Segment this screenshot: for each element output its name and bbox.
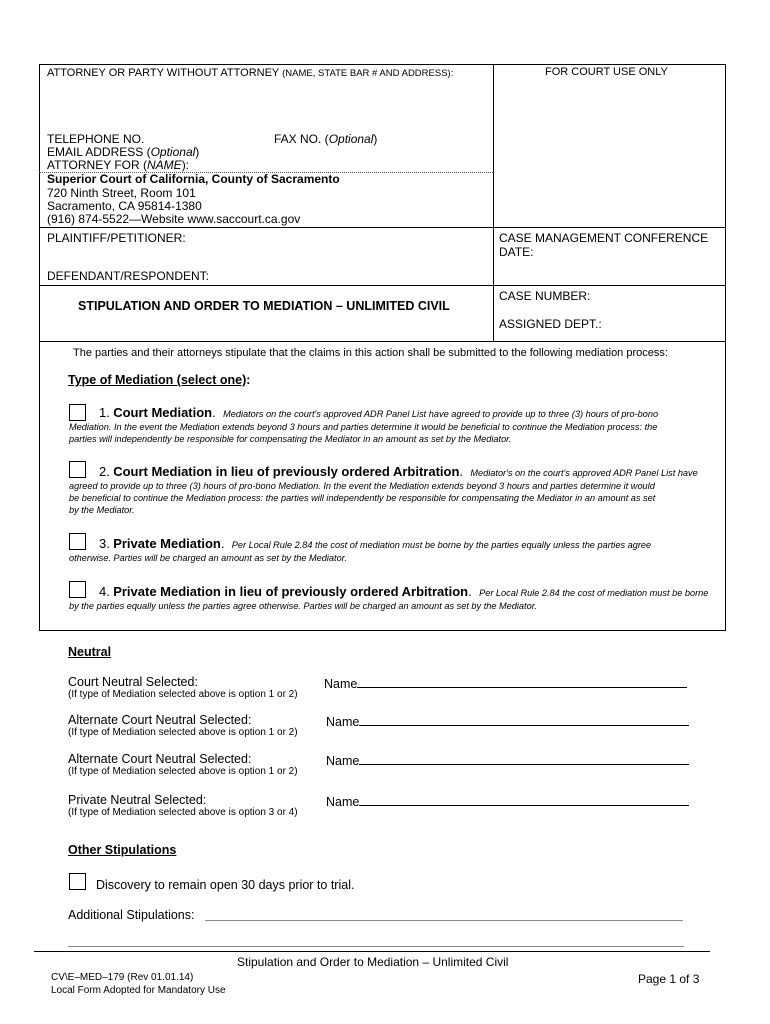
- neutral-row-4-note: (If type of Mediation selected above is option 3 or 4): [68, 807, 298, 818]
- court-address-1: 720 Ninth Street, Room 101: [47, 186, 196, 200]
- divider-title: [39, 285, 726, 286]
- option-3-heading: 3. Private Mediation. Per Local Rule 2.84 the cost of mediation must be borne by the parties equally unless the parties agree: [99, 536, 652, 551]
- neutral-row-3-label: Alternate Court Neutral Selected:: [68, 752, 252, 766]
- other-heading: Other Stipulations: [68, 843, 177, 857]
- type-heading: [68, 373, 250, 387]
- neutral-row-4-name[interactable]: [326, 793, 689, 809]
- footer-rule: [34, 951, 710, 952]
- neutral-row-3-note: (If type of Mediation selected above is option 1 or 2): [68, 766, 298, 777]
- plaintiff-label: PLAINTIFF/PETITIONER:: [47, 231, 186, 245]
- divider-parties: [39, 227, 726, 228]
- footer-title: Stipulation and Order to Mediation – Unlimited Civil: [237, 955, 509, 969]
- neutral-row-4: [68, 793, 698, 818]
- divider-body: [39, 341, 726, 342]
- discovery-label: Discovery to remain open 30 days prior to trial.: [96, 878, 355, 892]
- additional-line-2[interactable]: [68, 946, 684, 947]
- footer-adopted: Local Form Adopted for Mandatory Use: [51, 985, 226, 996]
- neutral-row-3-name-label: Name: [326, 754, 360, 768]
- neutral-row-1-label: Court Neutral Selected:: [68, 675, 198, 689]
- type-heading-colon: :: [246, 373, 251, 387]
- assigned-dept-label: ASSIGNED DEPT.:: [499, 317, 602, 331]
- email-optional: Optional: [150, 145, 196, 159]
- attorney-for-name: NAME: [147, 158, 182, 172]
- option-3-title: Private Mediation: [113, 536, 221, 551]
- neutral-row-1: [68, 675, 698, 700]
- email-suffix: ): [195, 145, 200, 159]
- neutral-row-1-name[interactable]: [324, 675, 687, 691]
- option-3-num: 3.: [99, 536, 110, 551]
- cmc-date-label: DATE:: [499, 245, 534, 259]
- fax-optional: Optional: [328, 132, 374, 146]
- option-1-desc-line2: Mediation. In the event the Mediation extends beyond 3 hours and parties determine it would be beneficial to continue the Mediation process: the: [69, 422, 658, 432]
- option-1-checkbox[interactable]: [69, 404, 86, 421]
- additional-label: Additional Stipulations:: [68, 908, 195, 922]
- option-2-title: Court Mediation in lieu of previously ordered Arbitration: [113, 464, 460, 479]
- neutral-row-3: [68, 752, 698, 777]
- attorney-label: [47, 67, 453, 79]
- case-number-label: CASE NUMBER:: [499, 289, 591, 303]
- court-address-2: Sacramento, CA 95814-1380: [47, 199, 202, 213]
- option-3-desc-line2: otherwise. Parties will be charged an amount as set by the Mediator.: [69, 553, 347, 563]
- attorney-for-suffix: ):: [181, 158, 190, 172]
- email-label: [47, 145, 199, 159]
- option-4-desc-line1: Per Local Rule 2.84 the cost of mediation must be borne: [479, 588, 709, 598]
- neutral-row-3-name[interactable]: [326, 752, 689, 768]
- additional-line-1[interactable]: [205, 920, 683, 921]
- neutral-row-4-name-line[interactable]: [359, 793, 689, 806]
- neutral-row-2: [68, 713, 698, 738]
- option-4-checkbox[interactable]: [69, 581, 86, 598]
- option-3-desc-line1: Per Local Rule 2.84 the cost of mediation must be borne by the parties equally unless the parties agree: [231, 540, 652, 550]
- footer-form-id: CV\E–MED–179 (Rev 01.01.14): [51, 972, 194, 983]
- neutral-row-4-name-label: Name: [326, 795, 360, 809]
- option-2-heading: 2. Court Mediation in lieu of previously ordered Arbitration. Mediator's on the court's approved ADR Panel List have: [99, 464, 698, 479]
- option-2-desc-line4: by the Mediator.: [69, 505, 135, 515]
- email-prefix: EMAIL ADDRESS (: [47, 145, 151, 159]
- fax-suffix: ): [373, 132, 378, 146]
- neutral-row-2-name-line[interactable]: [359, 713, 689, 726]
- option-3-checkbox[interactable]: [69, 533, 86, 550]
- option-2-desc-line1: Mediator's on the court's approved ADR Panel List have: [470, 468, 698, 478]
- attorney-for-label: [47, 158, 189, 172]
- neutral-row-2-label: Alternate Court Neutral Selected:: [68, 713, 252, 727]
- discovery-checkbox[interactable]: [69, 873, 86, 890]
- attorney-label-text: ATTORNEY OR PARTY WITHOUT ATTORNEY: [47, 67, 280, 79]
- neutral-row-3-name-line[interactable]: [359, 752, 689, 765]
- neutral-row-1-name-line[interactable]: [357, 675, 687, 688]
- neutral-row-1-note: (If type of Mediation selected above is option 1 or 2): [68, 689, 298, 700]
- court-name: Superior Court of California, County of Sacramento: [47, 172, 340, 186]
- option-1-title: Court Mediation: [113, 405, 213, 420]
- neutral-row-4-label: Private Neutral Selected:: [68, 793, 207, 807]
- option-1-heading: 1. Court Mediation. Mediators on the court's approved ADR Panel List have agreed to provide up to three (3) hours of pro-bono: [99, 405, 659, 420]
- option-1-desc-line3: parties will independently be responsible for compensating the Mediator in an amount as set by the Mediator.: [69, 434, 512, 444]
- footer-page: Page 1 of 3: [638, 972, 700, 986]
- option-4-num: 4.: [99, 584, 110, 599]
- defendant-label: DEFENDANT/RESPONDENT:: [47, 269, 210, 283]
- option-2-desc-line2: agreed to provide up to three (3) hours of pro-bono Mediation. In the event the Mediation extends beyond 3 hours and parties determine it would: [69, 481, 655, 491]
- option-1-num: 1.: [99, 405, 110, 420]
- neutral-row-2-note: (If type of Mediation selected above is option 1 or 2): [68, 727, 298, 738]
- header-divider: [493, 64, 494, 341]
- option-1-desc-line1: Mediators on the court's approved ADR Panel List have agreed to provide up to three (3) hours of pro-bono: [223, 409, 659, 419]
- option-2-checkbox[interactable]: [69, 461, 86, 478]
- option-4-desc-line2: by the parties equally unless the parties agree otherwise. Parties will be charged an amount as set by the Mediator.: [69, 601, 537, 611]
- option-2-num: 2.: [99, 464, 110, 479]
- option-4-title: Private Mediation in lieu of previously ordered Arbitration: [113, 584, 469, 599]
- court-use-label: FOR COURT USE ONLY: [545, 66, 668, 78]
- court-phone: (916) 874-5522—Website www.saccourt.ca.gov: [47, 212, 301, 226]
- attorney-for-prefix: ATTORNEY FOR (: [47, 158, 148, 172]
- form-title: STIPULATION AND ORDER TO MEDIATION – UNLIMITED CIVIL: [78, 299, 450, 313]
- neutral-row-2-name[interactable]: [326, 713, 689, 729]
- fax-label: [274, 132, 377, 146]
- cmc-label: CASE MANAGEMENT CONFERENCE: [499, 231, 709, 245]
- option-4-heading: 4. Private Mediation in lieu of previously ordered Arbitration. Per Local Rule 2.84 the cost of mediation must be borne: [99, 584, 709, 599]
- option-2-desc-line3: be beneficial to continue the Mediation process: the parties will independently be responsible for compensating the Mediator in an amount as set: [69, 493, 656, 503]
- type-heading-text: Type of Mediation (select one): [68, 373, 247, 387]
- telephone-label: TELEPHONE NO.: [47, 132, 145, 146]
- fax-prefix: FAX NO. (: [274, 132, 329, 146]
- attorney-sub-text: (NAME, STATE BAR # AND ADDRESS):: [282, 68, 454, 79]
- neutral-row-1-name-label: Name: [324, 677, 358, 691]
- intro-text: The parties and their attorneys stipulate that the claims in this action shall be submitted to the following mediation process:: [73, 347, 668, 359]
- neutral-row-2-name-label: Name: [326, 715, 360, 729]
- neutral-heading: Neutral: [68, 645, 112, 659]
